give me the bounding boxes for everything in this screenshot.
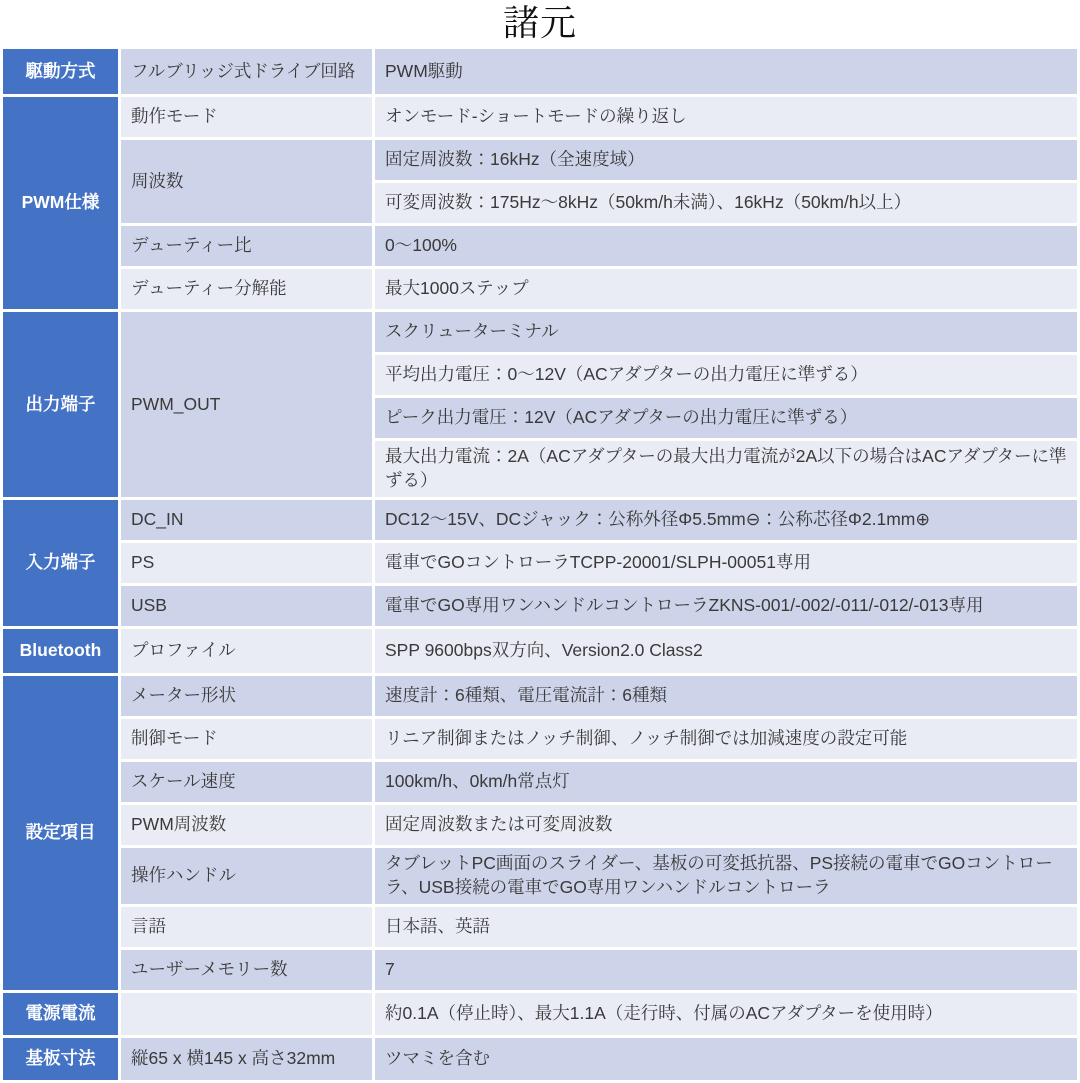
spec-value: PWM駆動: [375, 49, 1077, 94]
spec-item: 縦65 x 横145 x 高さ32mm: [121, 1038, 372, 1080]
spec-item: PS: [121, 543, 372, 583]
section-label: Bluetooth: [3, 629, 118, 673]
spec-item: プロファイル: [121, 629, 372, 673]
spec-value: 固定周波数：16kHz（全速度域）: [375, 140, 1077, 180]
spec-value: 約0.1A（停止時）、最大1.1A（走行時、付属のACアダプターを使用時）: [375, 993, 1077, 1035]
spec-value: 最大1000ステップ: [375, 269, 1077, 309]
section-label: PWM仕様: [3, 97, 118, 309]
spec-table: [0, 46, 1080, 1083]
spec-value: 平均出力電圧：0～12V（ACアダプターの出力電圧に準ずる）: [375, 355, 1077, 395]
table-row: [3, 312, 1077, 352]
table-row: [3, 993, 1077, 1035]
spec-item: メーター形状: [121, 676, 372, 716]
spec-item: ユーザーメモリー数: [121, 950, 372, 990]
spec-item: デューティー比: [121, 226, 372, 266]
section-label: 入力端子: [3, 500, 118, 626]
table-row: [3, 500, 1077, 540]
spec-value: SPP 9600bps双方向、Version2.0 Class2: [375, 629, 1077, 673]
spec-value: 速度計：6種類、電圧電流計：6種類: [375, 676, 1077, 716]
table-row: [3, 848, 1077, 904]
table-row: [3, 140, 1077, 180]
spec-item: 言語: [121, 907, 372, 947]
table-row: [3, 543, 1077, 583]
spec-value: ピーク出力電圧：12V（ACアダプターの出力電圧に準ずる）: [375, 398, 1077, 438]
spec-value: ツマミを含む: [375, 1038, 1077, 1080]
spec-value: 7: [375, 950, 1077, 990]
spec-value: 固定周波数または可変周波数: [375, 805, 1077, 845]
spec-value: リニア制御またはノッチ制御、ノッチ制御では加減速度の設定可能: [375, 719, 1077, 759]
table-row: [3, 629, 1077, 673]
table-row: [3, 49, 1077, 94]
spec-value: スクリューターミナル: [375, 312, 1077, 352]
table-row: [3, 97, 1077, 137]
spec-value: 最大出力電流：2A（ACアダプターの最大出力電流が2A以下の場合はACアダプターに準ずる）: [375, 441, 1077, 497]
spec-item: デューティー分解能: [121, 269, 372, 309]
spec-item: DC_IN: [121, 500, 372, 540]
spec-item: フルブリッジ式ドライブ回路: [121, 49, 372, 94]
section-label: 電源電流: [3, 993, 118, 1035]
spec-value: タブレットPC画面のスライダー、基板の可変抵抗器、PS接続の電車でGOコントローラ、USB接続の電車でGO専用ワンハンドルコントローラ: [375, 848, 1077, 904]
section-label: 出力端子: [3, 312, 118, 497]
table-row: [3, 805, 1077, 845]
section-label: 駆動方式: [3, 49, 118, 94]
spec-item: USB: [121, 586, 372, 626]
spec-value: 可変周波数：175Hz～8kHz（50km/h未満）、16kHz（50km/h以上）: [375, 183, 1077, 223]
spec-item: 操作ハンドル: [121, 848, 372, 904]
spec-value: 100km/h、0km/h常点灯: [375, 762, 1077, 802]
table-row: [3, 586, 1077, 626]
spec-value: 電車でGO専用ワンハンドルコントローラZKNS-001/-002/-011/-012/-013専用: [375, 586, 1077, 626]
spec-item: 周波数: [121, 140, 372, 223]
table-row: [3, 676, 1077, 716]
spec-item: [121, 993, 372, 1035]
spec-item: 制御モード: [121, 719, 372, 759]
spec-item: PWM_OUT: [121, 312, 372, 497]
table-row: [3, 719, 1077, 759]
table-row: [3, 1038, 1077, 1080]
spec-value: 0～100%: [375, 226, 1077, 266]
spec-item: スケール速度: [121, 762, 372, 802]
page-title: 諸元: [502, 2, 577, 43]
table-row: [3, 762, 1077, 802]
spec-value: 日本語、英語: [375, 907, 1077, 947]
table-row: [3, 269, 1077, 309]
section-label: 基板寸法: [3, 1038, 118, 1080]
table-row: [3, 950, 1077, 990]
spec-item: 動作モード: [121, 97, 372, 137]
spec-value: DC12～15V、DCジャック：公称外径Φ5.5mm⊖：公称芯径Φ2.1mm⊕: [375, 500, 1077, 540]
spec-value: 電車でGOコントローラTCPP-20001/SLPH-00051専用: [375, 543, 1077, 583]
section-label: 設定項目: [3, 676, 118, 990]
spec-value: オンモード-ショートモードの繰り返し: [375, 97, 1077, 137]
spec-item: PWM周波数: [121, 805, 372, 845]
table-row: [3, 226, 1077, 266]
table-row: [3, 907, 1077, 947]
